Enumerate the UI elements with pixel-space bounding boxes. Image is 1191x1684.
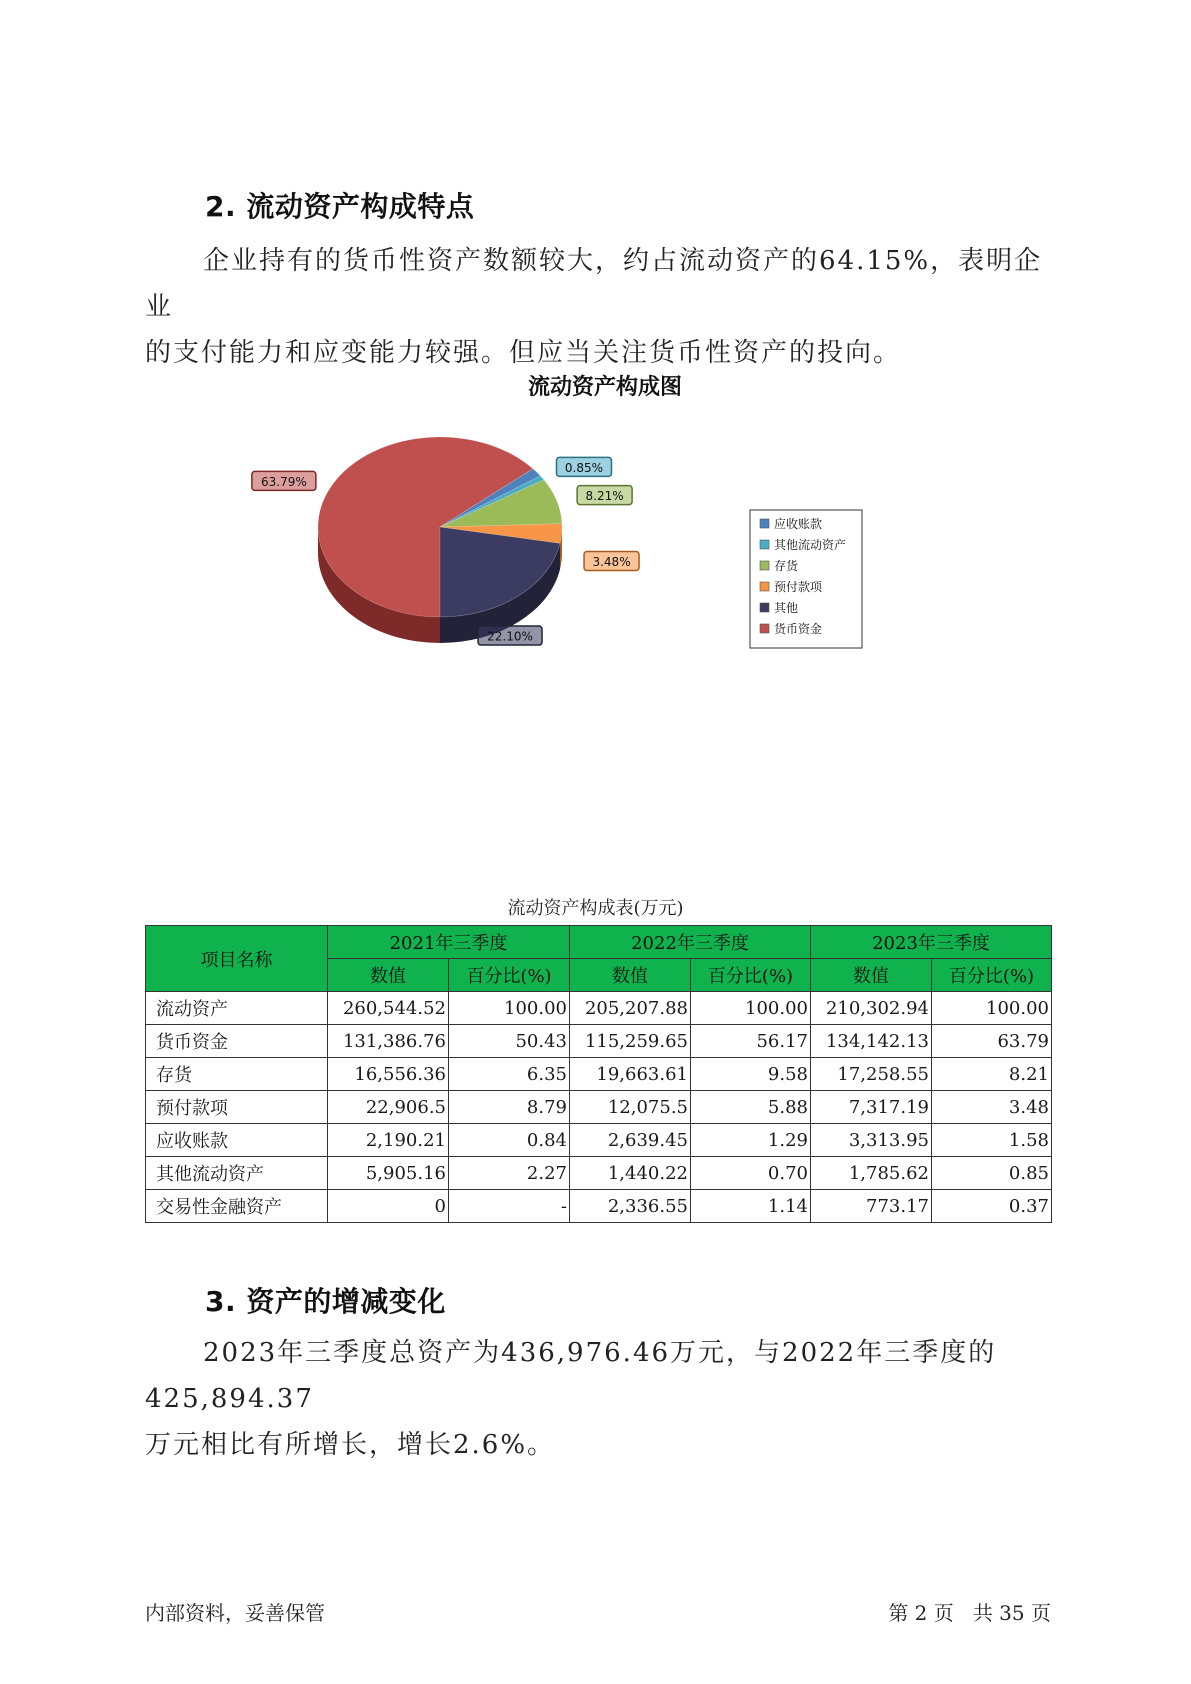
cell-value: 131,386.76 — [328, 1025, 449, 1058]
pie-label-text: 22.10% — [487, 629, 533, 644]
pie-data-label — [478, 626, 542, 645]
pie-label-text: 0.85% — [564, 460, 604, 475]
cell-value: 16,556.36 — [328, 1058, 449, 1091]
pie-label-text: 63.79% — [260, 474, 307, 489]
cell-percent: 56.17 — [691, 1025, 811, 1058]
legend-label: 存货 — [774, 559, 799, 573]
legend-label: 预付款项 — [774, 580, 823, 594]
cell-value: 19,663.61 — [570, 1058, 691, 1091]
table-row — [146, 1091, 1052, 1124]
header-value: 数值 — [328, 959, 449, 992]
paragraph-line: 万元相比有所增长，增长2.6%。 — [145, 1430, 556, 1460]
pie-data-label — [584, 552, 639, 571]
header-period: 2023年三季度 — [811, 926, 1052, 959]
cell-percent: 63.79 — [932, 1025, 1052, 1058]
cell-value: 2,336.55 — [570, 1190, 691, 1223]
table-title: 流动资产构成表(万元) — [507, 898, 684, 919]
cell-value: 115,259.65 — [570, 1025, 691, 1058]
row-name: 预付款项 — [146, 1091, 328, 1124]
pie-chart — [0, 350, 1191, 710]
table-row — [146, 992, 1052, 1025]
section-heading: 2. 流动资产构成特点 — [205, 190, 475, 223]
row-name: 流动资产 — [146, 992, 328, 1025]
paragraph-line: 2023年三季度总资产为436,976.46万元，与2022年三季度的425,894.37 — [145, 1338, 997, 1414]
table-row — [146, 1157, 1052, 1190]
cell-percent: 2.27 — [449, 1157, 570, 1190]
legend-swatch — [760, 540, 769, 549]
cell-percent: 8.79 — [449, 1091, 570, 1124]
cell-percent: 100.00 — [932, 992, 1052, 1025]
legend-swatch — [760, 519, 769, 528]
cell-percent: 100.00 — [449, 992, 570, 1025]
header-pct: 百分比(%) — [691, 959, 811, 992]
cell-value: 17,258.55 — [811, 1058, 932, 1091]
legend-swatch — [760, 603, 769, 612]
header-pct: 百分比(%) — [932, 959, 1052, 992]
footer-left: 内部资料，妥善保管 — [145, 1601, 325, 1625]
header-pct: 百分比(%) — [449, 959, 570, 992]
cell-value: 1,785.62 — [811, 1157, 932, 1190]
legend-label: 其他 — [774, 601, 799, 615]
cell-percent: - — [449, 1190, 570, 1223]
cell-value: 2,190.21 — [328, 1124, 449, 1157]
paragraph-line: 企业持有的货币性资产数额较大，约占流动资产的64.15%，表明企业 — [145, 246, 1043, 322]
cell-value: 0 — [328, 1190, 449, 1223]
header-period: 2021年三季度 — [328, 926, 570, 959]
chart-title: 流动资产构成图 — [527, 375, 683, 400]
footer-page-number: 第 2 页 共 35 页 — [888, 1601, 1051, 1625]
legend-swatch — [760, 561, 769, 570]
composition-table — [145, 925, 1052, 1223]
row-name: 存货 — [146, 1058, 328, 1091]
cell-percent: 100.00 — [691, 992, 811, 1025]
cell-value: 205,207.88 — [570, 992, 691, 1025]
cell-percent: 6.35 — [449, 1058, 570, 1091]
header-value: 数值 — [811, 959, 932, 992]
pie-data-label — [252, 471, 316, 490]
row-name: 货币资金 — [146, 1025, 328, 1058]
cell-value: 773.17 — [811, 1190, 932, 1223]
legend-label: 其他流动资产 — [774, 538, 847, 552]
header-period: 2022年三季度 — [570, 926, 811, 959]
pie-data-label — [577, 486, 632, 505]
legend-swatch — [760, 582, 769, 591]
cell-percent: 1.58 — [932, 1124, 1052, 1157]
cell-percent: 8.21 — [932, 1058, 1052, 1091]
row-name: 其他流动资产 — [146, 1157, 328, 1190]
row-name: 应收账款 — [146, 1124, 328, 1157]
table-row — [146, 1025, 1052, 1058]
chart-legend — [750, 510, 862, 648]
cell-value: 3,313.95 — [811, 1124, 932, 1157]
section-heading: 3. 资产的增减变化 — [205, 1285, 446, 1318]
cell-value: 1,440.22 — [570, 1157, 691, 1190]
cell-value: 5,905.16 — [328, 1157, 449, 1190]
table-row — [146, 1124, 1052, 1157]
legend-label: 货币资金 — [774, 622, 823, 636]
cell-value: 210,302.94 — [811, 992, 932, 1025]
cell-percent: 1.29 — [691, 1124, 811, 1157]
pie-label-text: 8.21% — [585, 489, 624, 504]
cell-percent: 3.48 — [932, 1091, 1052, 1124]
row-name: 交易性金融资产 — [146, 1190, 328, 1223]
cell-value: 22,906.5 — [328, 1091, 449, 1124]
cell-percent: 0.70 — [691, 1157, 811, 1190]
cell-percent: 0.84 — [449, 1124, 570, 1157]
paragraph-line: 的支付能力和应变能力较强。但应当关注货币性资产的投向。 — [145, 338, 902, 368]
cell-percent: 0.37 — [932, 1190, 1052, 1223]
cell-value: 12,075.5 — [570, 1091, 691, 1124]
cell-value: 2,639.45 — [570, 1124, 691, 1157]
pie-data-label — [556, 457, 611, 476]
section-paragraph — [145, 1330, 1065, 1468]
cell-percent: 0.85 — [932, 1157, 1052, 1190]
cell-value: 7,317.19 — [811, 1091, 932, 1124]
table-row — [146, 1058, 1052, 1091]
legend-swatch — [760, 624, 769, 633]
cell-value: 260,544.52 — [328, 992, 449, 1025]
table-header-row — [146, 926, 1052, 959]
legend-label: 应收账款 — [774, 517, 823, 531]
cell-percent: 50.43 — [449, 1025, 570, 1058]
cell-percent: 5.88 — [691, 1091, 811, 1124]
table-row — [146, 1190, 1052, 1223]
cell-percent: 9.58 — [691, 1058, 811, 1091]
cell-percent: 1.14 — [691, 1190, 811, 1223]
pie-label-text: 3.48% — [592, 555, 631, 570]
header-item: 项目名称 — [146, 926, 328, 992]
header-value: 数值 — [570, 959, 691, 992]
cell-value: 134,142.13 — [811, 1025, 932, 1058]
